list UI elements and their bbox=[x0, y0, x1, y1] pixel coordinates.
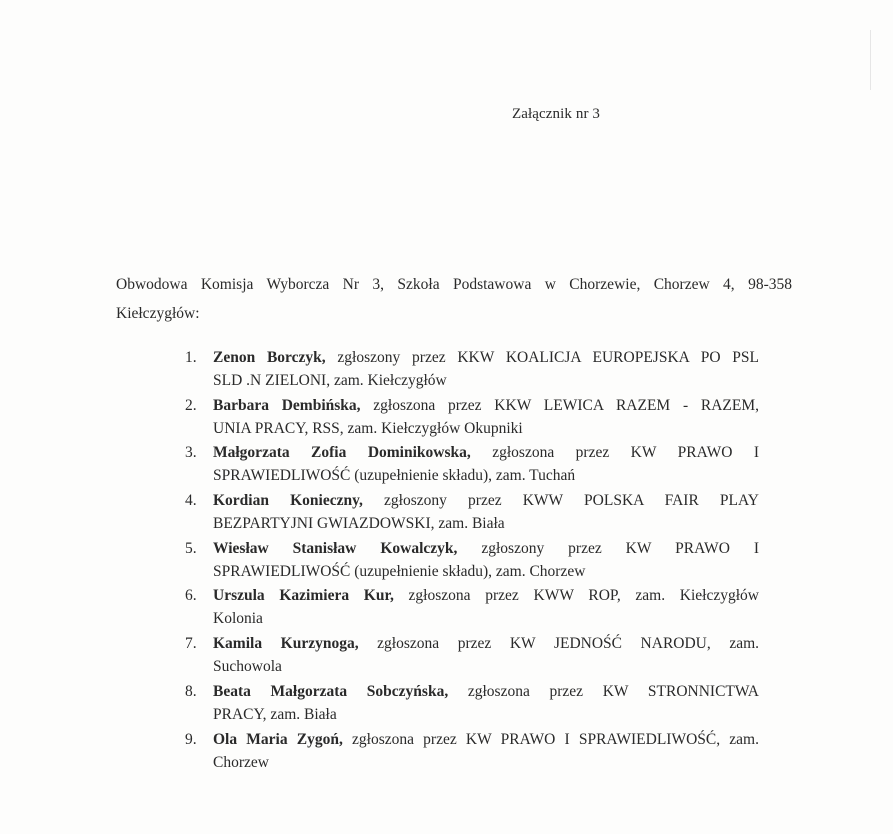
member-name: Barbara Dembińska, bbox=[213, 396, 361, 414]
intro-line-1: Obwodowa Komisja Wyborcza Nr 3, Szkoła Podstawowa w Chorzewie, Chorzew 4, 98-358 bbox=[116, 276, 792, 293]
member-nomination: zgłoszony przez KWW POLSKA FAIR PLAY bbox=[362, 492, 759, 510]
member-nomination: zgłoszona przez KW STRONNICTWA bbox=[448, 682, 759, 700]
member-name: Kamila Kurzynoga, bbox=[213, 635, 359, 653]
list-item-text bbox=[213, 584, 759, 630]
list-item bbox=[0, 537, 893, 585]
scan-edge-mark bbox=[870, 30, 871, 90]
list-item-line-1 bbox=[213, 346, 759, 369]
list-item bbox=[0, 584, 893, 632]
list-item-text bbox=[213, 489, 759, 535]
member-name: Urszula Kazimiera Kur, bbox=[213, 587, 394, 605]
intro-line-2: Kiełczygłów: bbox=[116, 305, 200, 322]
member-nomination: zgłoszona przez KWW ROP, zam. Kiełczygłów bbox=[393, 587, 760, 605]
list-item-line-1 bbox=[213, 728, 759, 751]
list-item-line-1 bbox=[213, 537, 759, 560]
list-item-line-2: PRACY, zam. Biała bbox=[213, 705, 337, 723]
list-item-line-1 bbox=[213, 632, 759, 655]
member-nomination: zgłoszony przez KKW KOALICJA EUROPEJSKA PO PSL bbox=[325, 349, 760, 366]
member-nomination: zgłoszona przez KW PRAWO I bbox=[470, 444, 760, 462]
list-item-text bbox=[213, 680, 759, 726]
list-item bbox=[0, 632, 893, 680]
list-item bbox=[0, 680, 893, 728]
list-item-number: 2. bbox=[185, 396, 197, 414]
list-item-line-2: Suchowola bbox=[213, 658, 282, 676]
list-item-line-2: Chorzew bbox=[213, 753, 269, 771]
list-item-number: 4. bbox=[185, 492, 197, 510]
list-item-text bbox=[213, 346, 759, 392]
member-nomination: zgłoszona przez KW PRAWO I SPRAWIEDLIWOŚĆ, zam. bbox=[342, 730, 759, 748]
list-item-line-1 bbox=[213, 489, 759, 512]
member-nomination: zgłoszona przez KKW LEWICA RAZEM - RAZEM, bbox=[360, 396, 759, 414]
member-name: Wiesław Stanisław Kowalczyk, bbox=[213, 539, 458, 557]
list-item-line-1 bbox=[213, 394, 759, 417]
list-item-number: 7. bbox=[185, 635, 197, 653]
list-item-number: 1. bbox=[185, 349, 197, 366]
commission-intro bbox=[116, 270, 792, 328]
member-name: Kordian Konieczny, bbox=[213, 492, 363, 510]
list-item-text bbox=[213, 394, 759, 440]
list-item bbox=[0, 489, 893, 537]
list-item-number: 5. bbox=[185, 539, 197, 557]
members-list bbox=[0, 346, 893, 775]
list-item-line-2: UNIA PRACY, RSS, zam. Kiełczygłów Okupniki bbox=[213, 419, 523, 437]
list-item bbox=[0, 728, 893, 776]
list-item-line-2: BEZPARTYJNI GWIAZDOWSKI, zam. Biała bbox=[213, 515, 505, 533]
list-item-line-1 bbox=[213, 680, 759, 703]
attachment-label: Załącznik nr 3 bbox=[512, 106, 601, 122]
member-nomination: zgłoszona przez KW JEDNOŚĆ NARODU, zam. bbox=[358, 635, 760, 653]
list-item-number: 6. bbox=[185, 587, 197, 605]
list-item-number: 9. bbox=[185, 730, 197, 748]
list-item-line-2: SPRAWIEDLIWOŚĆ (uzupełnienie składu), zam. Chorzew bbox=[213, 562, 586, 580]
list-item-line-2: Kolonia bbox=[213, 610, 263, 628]
member-name: Ola Maria Zygoń, bbox=[213, 730, 343, 748]
list-item-text bbox=[213, 632, 759, 678]
list-item-text bbox=[213, 441, 759, 487]
member-nomination: zgłoszony przez KW PRAWO I bbox=[457, 539, 759, 557]
list-item-number: 3. bbox=[185, 444, 197, 462]
member-name: Małgorzata Zofia Dominikowska, bbox=[213, 444, 471, 462]
list-item-text bbox=[213, 728, 759, 774]
member-name: Beata Małgorzata Sobczyńska, bbox=[213, 682, 449, 700]
list-item-line-2: SPRAWIEDLIWOŚĆ (uzupełnienie składu), zam. Tuchań bbox=[213, 467, 576, 485]
list-item bbox=[0, 346, 893, 394]
list-item-line-1 bbox=[213, 584, 759, 607]
list-item-line-1 bbox=[213, 441, 759, 464]
list-item-text bbox=[213, 537, 759, 583]
list-item bbox=[0, 441, 893, 489]
list-item-number: 8. bbox=[185, 682, 197, 700]
member-name: Zenon Borczyk, bbox=[213, 349, 326, 366]
list-item bbox=[0, 394, 893, 442]
list-item-line-2: SLD .N ZIELONI, zam. Kiełczygłów bbox=[213, 372, 447, 389]
